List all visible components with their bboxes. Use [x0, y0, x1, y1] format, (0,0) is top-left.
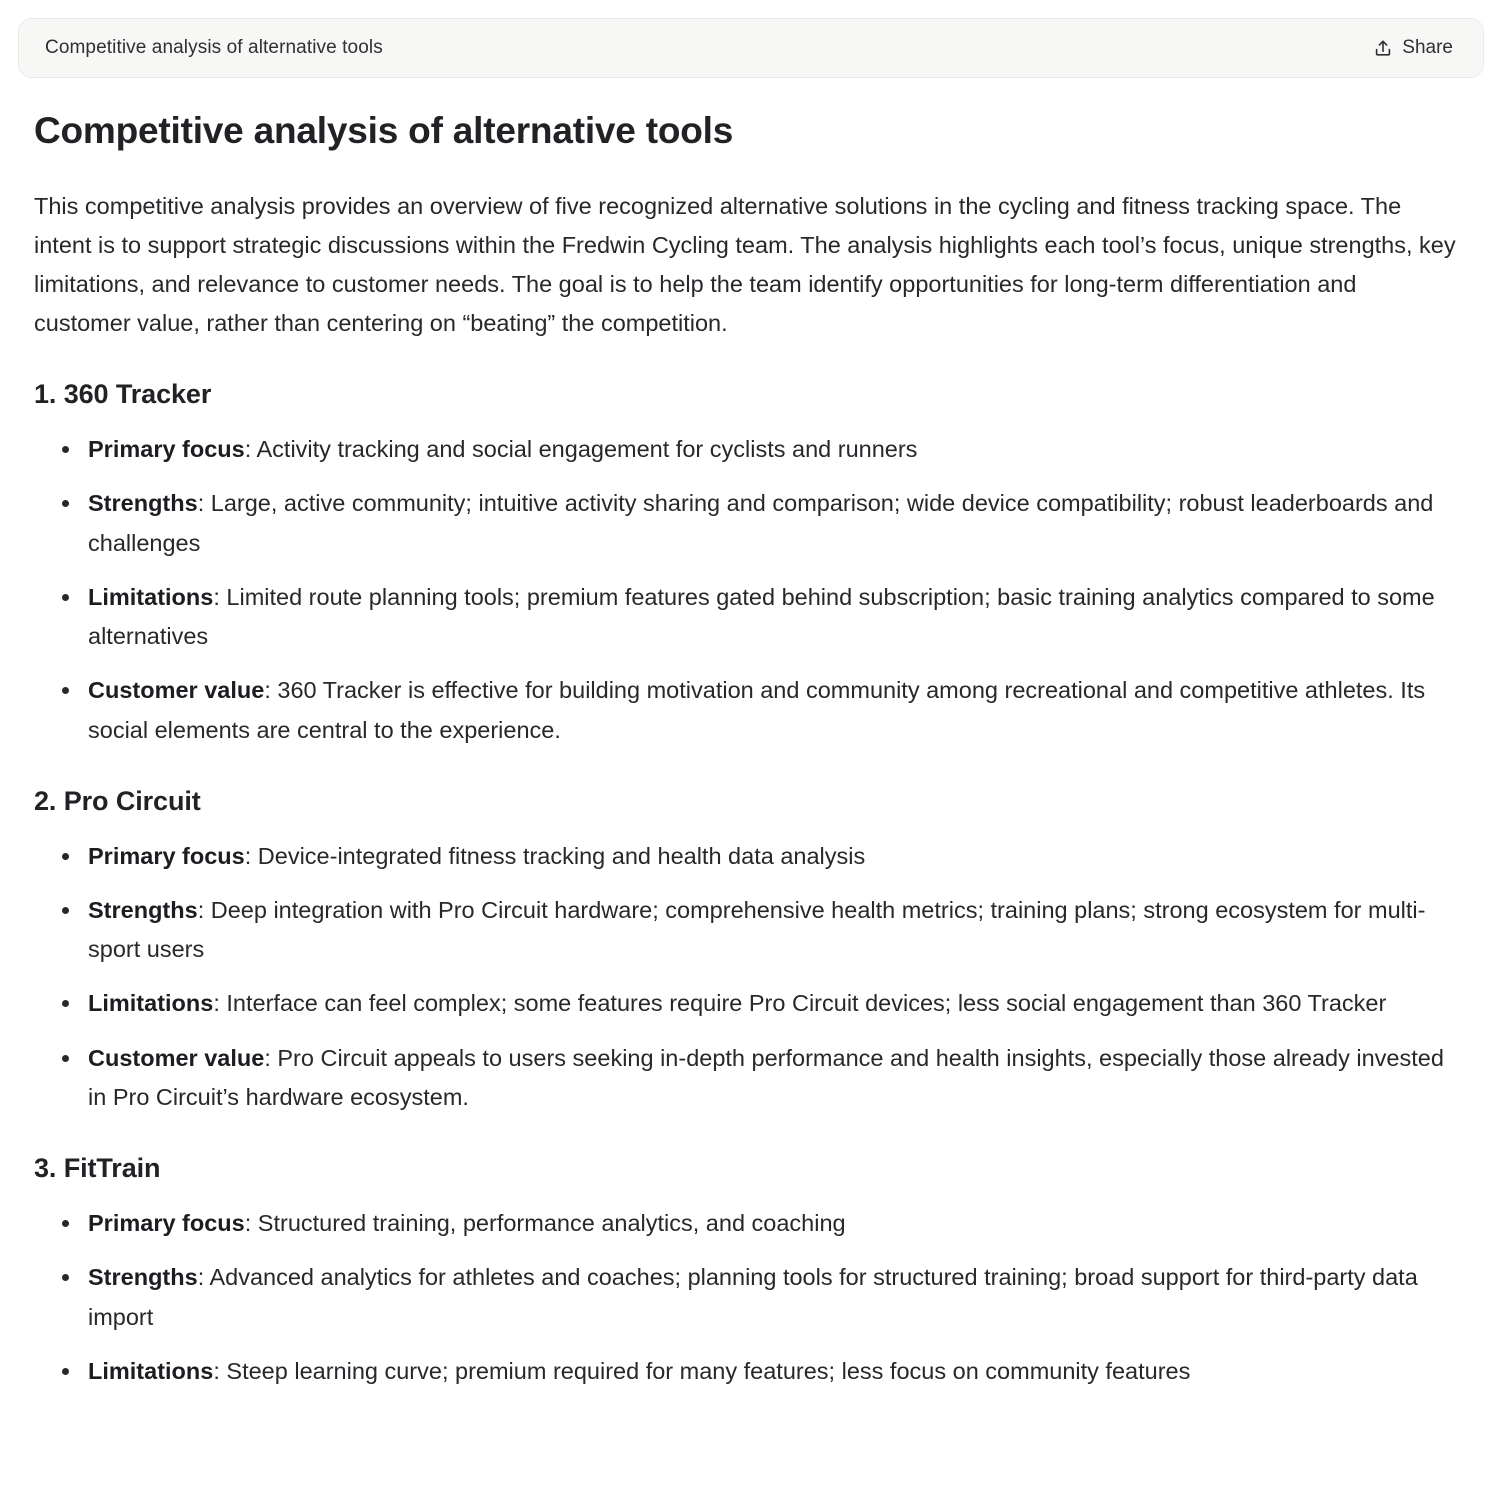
list-item-text: : Limited route planning tools; premium features gated behind subscription; basic training analytics compared to some alternatives — [88, 583, 1435, 650]
list-item-label: Customer value — [88, 677, 265, 704]
list-item-label: Primary focus — [88, 842, 245, 869]
list-item — [86, 671, 1462, 749]
list-item — [86, 430, 1462, 469]
list-item — [86, 484, 1462, 562]
document-window — [0, 18, 1502, 1494]
section-heading: 3. FitTrain — [34, 1153, 161, 1184]
list-item-label: Strengths — [88, 897, 198, 923]
list-item-label: Primary focus — [88, 436, 245, 463]
list-item-text: : Deep integration with Pro Circuit hardware; comprehensive health metrics; training plans; strong ecosystem for multi-sport users — [88, 897, 1426, 963]
list-item — [86, 1204, 1462, 1243]
list-item — [86, 1258, 1462, 1336]
list-item-label: Limitations — [88, 990, 214, 1017]
document-intro: This competitive analysis provides an overview of five recognized alternative solutions in the cycling and fitness tracking space. The intent is to support strategic discussions within the Fredwin Cycling team. The analysis highlights each tool’s focus, unique strengths, key limitations, and relevance to customer needs. The goal is to help the team identify opportunities for long-term differentiation and customer value, rather than centering on “beating” the competition. — [34, 193, 1456, 337]
list-item-label: Strengths — [88, 1264, 198, 1291]
list-item-text: : Interface can feel complex; some features require Pro Circuit devices; less social engagement than 360 Tracker — [213, 990, 1387, 1017]
list-item — [86, 837, 1462, 876]
topbar-document-title: Competitive analysis of alternative tools — [45, 37, 383, 58]
list-item — [86, 1352, 1462, 1391]
list-item-text: : Device-integrated fitness tracking and health data analysis — [244, 842, 866, 869]
document-content — [0, 78, 1502, 1391]
section-bullet-list — [34, 837, 1462, 1117]
list-item-label: Limitations — [88, 583, 214, 610]
section-heading: 1. 360 Tracker — [34, 379, 212, 410]
list-item-label: Limitations — [88, 1357, 214, 1384]
list-item-text: : 360 Tracker is effective for building motivation and community among recreational and competitive athletes. Its social elements are central to the experience. — [88, 677, 1426, 743]
list-item — [86, 1039, 1462, 1117]
share-button[interactable] — [1365, 31, 1461, 65]
document-topbar — [18, 18, 1484, 78]
list-item-label: Customer value — [88, 1044, 265, 1071]
list-item-text: : Steep learning curve; premium required for many features; less focus on community features — [213, 1357, 1191, 1384]
list-item-text: : Advanced analytics for athletes and coaches; planning tools for structured training; broad support for third-party data import — [88, 1264, 1418, 1330]
section-bullet-list — [34, 430, 1462, 750]
list-item-label: Primary focus — [88, 1210, 245, 1237]
list-item — [86, 578, 1462, 656]
list-item-text: : Large, active community; intuitive activity sharing and comparison; wide device compatibility; robust leaderboards and challenges — [88, 490, 1434, 556]
section-heading: 2. Pro Circuit — [34, 785, 201, 816]
list-item-label: Strengths — [88, 490, 198, 517]
list-item-text: : Activity tracking and social engagement for cyclists and runners — [244, 436, 918, 463]
document-sections — [34, 379, 1462, 1391]
share-upload-icon — [1373, 38, 1393, 58]
list-item-text: : Structured training, performance analytics, and coaching — [244, 1210, 846, 1237]
section-bullet-list — [34, 1204, 1462, 1391]
list-item-text: : Pro Circuit appeals to users seeking in-depth performance and health insights, especially those already invested in Pro Circuit’s hardware ecosystem. — [88, 1044, 1444, 1110]
page-title: Competitive analysis of alternative tools — [34, 110, 734, 151]
share-button-label: Share — [1402, 37, 1453, 58]
list-item — [86, 984, 1462, 1023]
list-item — [86, 891, 1462, 969]
